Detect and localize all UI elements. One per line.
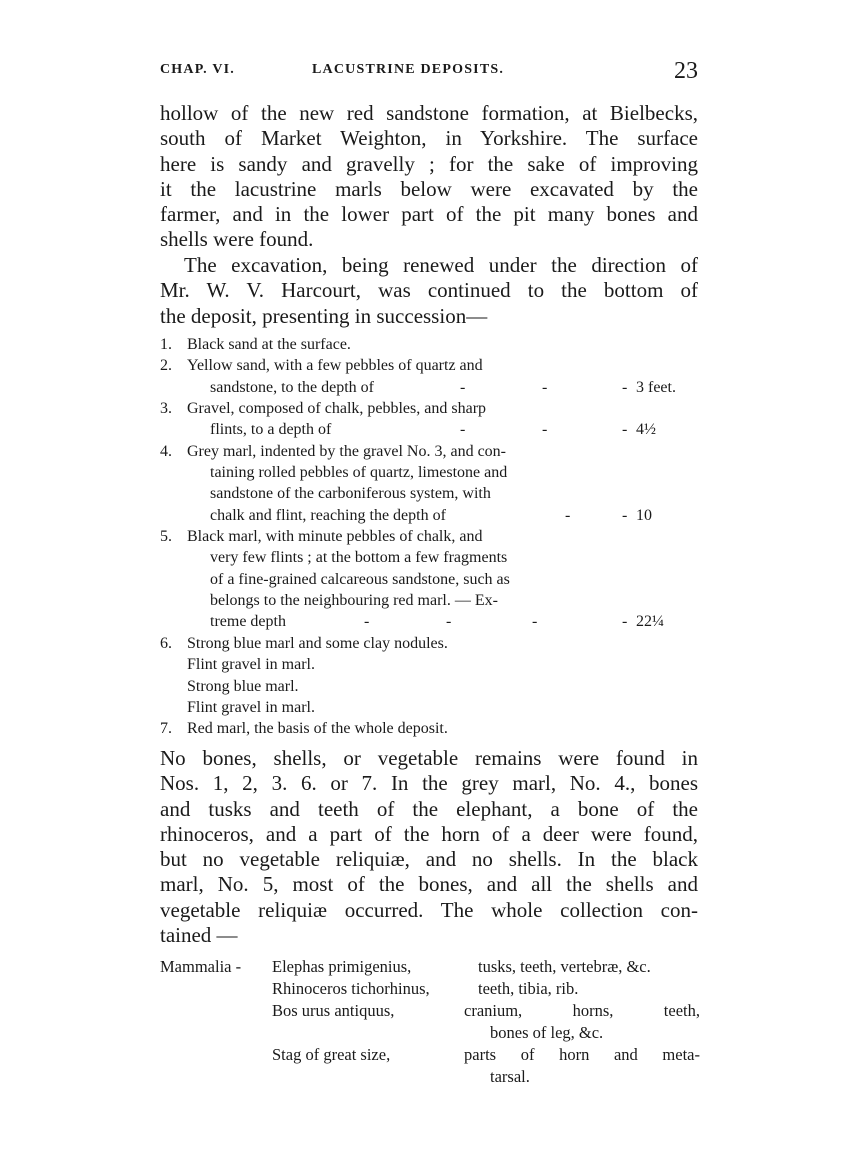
- remains-parts: tarsal.: [490, 1067, 530, 1086]
- list-item: [160, 526, 698, 547]
- item-number: 1.: [160, 336, 172, 353]
- remains-parts: cranium, horns, teeth,: [464, 1001, 700, 1020]
- item-text: Strong blue marl.: [187, 677, 299, 695]
- list-item: [160, 483, 698, 504]
- text-line: No bones, shells, or vegetable remains were found in: [160, 746, 698, 770]
- text-line: marl, No. 5, most of the bones, and all the shells and: [160, 872, 698, 897]
- item-text: Gravel, composed of chalk, pebbles, and sharp: [187, 400, 487, 418]
- item-text: sandstone, to the depth of: [210, 378, 374, 396]
- text-line: it the lacustrine marls below were excavated by the: [160, 176, 698, 201]
- leader-dash: -: [460, 378, 466, 396]
- item-text: sandstone of the carboniferous system, with: [210, 485, 491, 503]
- leader-dash: -: [460, 421, 466, 439]
- leader-dash: -: [622, 613, 628, 631]
- text-line: tained —: [160, 923, 238, 948]
- depth-measure: 10: [636, 506, 652, 524]
- remains-parts: teeth, tibia, rib.: [478, 979, 579, 998]
- table-row: [160, 978, 700, 1000]
- text-line: vegetable reliquiæ occurred. The whole collection con-: [160, 897, 698, 922]
- page-number: 23: [674, 58, 698, 84]
- table-row: [160, 1044, 700, 1066]
- item-text: belongs to the neighbouring red marl. — Ex-: [210, 592, 498, 610]
- text-line: shells were found.: [160, 227, 314, 252]
- list-item: [160, 419, 698, 440]
- list-item: [160, 718, 698, 739]
- table-row: [160, 1022, 700, 1044]
- list-item: [160, 697, 698, 718]
- list-item: [160, 547, 698, 568]
- list-item: [160, 569, 698, 590]
- species-name: Bos urus antiquus,: [272, 1001, 395, 1020]
- item-text: Yellow sand, with a few pebbles of quartz and: [187, 357, 483, 375]
- collection-table: [160, 956, 700, 1088]
- table-row: [160, 956, 700, 978]
- item-text: chalk and flint, reaching the depth of: [210, 506, 446, 524]
- list-item: [160, 590, 698, 611]
- list-item: [160, 441, 698, 462]
- paragraph-1: [160, 101, 698, 253]
- list-item: [160, 611, 698, 632]
- running-header: [160, 58, 698, 88]
- table-row: [160, 1000, 700, 1022]
- list-item: [160, 676, 698, 697]
- item-number: 4.: [160, 442, 172, 460]
- leader-dash: -: [622, 506, 628, 524]
- item-text: flints, to a depth of: [210, 421, 332, 439]
- remains-parts: tusks, teeth, vertebræ, &c.: [478, 957, 651, 976]
- depth-measure: 22¼: [636, 613, 664, 631]
- leader-dash: -: [542, 421, 548, 439]
- paragraph-3: [160, 746, 698, 948]
- species-name: Elephas primigenius,: [272, 957, 412, 976]
- list-item: [160, 654, 698, 675]
- chapter-label: CHAP. VI.: [160, 62, 235, 77]
- text-line: Mr. W. V. Harcourt, was continued to the bottom of: [160, 278, 698, 303]
- depth-measure: 3 feet.: [636, 378, 676, 396]
- item-text: Black marl, with minute pebbles of chalk, and: [187, 528, 483, 546]
- item-text: of a fine-grained calcareous sandstone, such as: [210, 570, 510, 588]
- leader-dash: -: [364, 613, 370, 631]
- running-title: LACUSTRINE DEPOSITS.: [312, 62, 505, 77]
- paragraph-2: [160, 253, 698, 329]
- text-line: south of Market Weighton, in Yorkshire. The surface: [160, 126, 698, 151]
- text-line: but no vegetable reliquiæ, and no shells. In the black: [160, 847, 698, 872]
- depth-measure: 4½: [636, 421, 656, 439]
- item-text: treme depth: [210, 613, 286, 631]
- list-item: [160, 377, 698, 398]
- item-text: very few flints ; at the bottom a few fragments: [210, 549, 508, 567]
- item-text: Strong blue marl and some clay nodules.: [187, 634, 448, 652]
- text-line: the deposit, presenting in succession—: [160, 303, 488, 328]
- text-line: here is sandy and gravelly ; for the sake of improving: [160, 151, 698, 176]
- species-name: Stag of great size,: [272, 1045, 391, 1064]
- item-text: Flint gravel in marl.: [187, 656, 315, 674]
- succession-list: [160, 334, 698, 740]
- item-text: Grey marl, indented by the gravel No. 3, and con-: [187, 442, 507, 460]
- list-item: [160, 633, 698, 654]
- text-line: rhinoceros, and a part of the horn of a deer were found,: [160, 821, 698, 846]
- remains-parts: parts of horn and meta-: [464, 1045, 700, 1064]
- item-text: Black sand at the surface.: [187, 336, 351, 353]
- text-line: and tusks and teeth of the elephant, a bone of the: [160, 796, 698, 821]
- leader-dash: -: [622, 421, 628, 439]
- item-number: 3.: [160, 400, 172, 418]
- category-label: Mammalia -: [160, 957, 242, 976]
- leader-dash: -: [446, 613, 452, 631]
- item-number: 7.: [160, 720, 172, 738]
- list-item: [160, 355, 698, 376]
- item-number: 6.: [160, 634, 172, 652]
- item-number: 2.: [160, 357, 172, 375]
- item-text: Flint gravel in marl.: [187, 698, 315, 716]
- table-row: [160, 1066, 700, 1088]
- list-item: [160, 398, 698, 419]
- leader-dash: -: [565, 506, 571, 524]
- leader-dash: -: [542, 378, 548, 396]
- text-line: hollow of the new red sandstone formation, at Bielbecks,: [160, 101, 698, 125]
- list-item: [160, 462, 698, 483]
- list-item: [160, 505, 698, 526]
- text-line: The excavation, being renewed under the direction of: [184, 253, 698, 277]
- item-text: Red marl, the basis of the whole deposit.: [187, 720, 448, 738]
- text-line: farmer, and in the lower part of the pit many bones and: [160, 202, 698, 227]
- leader-dash: -: [622, 378, 628, 396]
- list-item: [160, 334, 698, 355]
- leader-dash: -: [532, 613, 538, 631]
- item-text: taining rolled pebbles of quartz, limestone and: [210, 464, 508, 482]
- item-number: 5.: [160, 528, 172, 546]
- text-line: Nos. 1, 2, 3. 6. or 7. In the grey marl, No. 4., bones: [160, 771, 698, 796]
- species-name: Rhinoceros tichorhinus,: [272, 979, 430, 998]
- remains-parts: bones of leg, &c.: [490, 1023, 604, 1042]
